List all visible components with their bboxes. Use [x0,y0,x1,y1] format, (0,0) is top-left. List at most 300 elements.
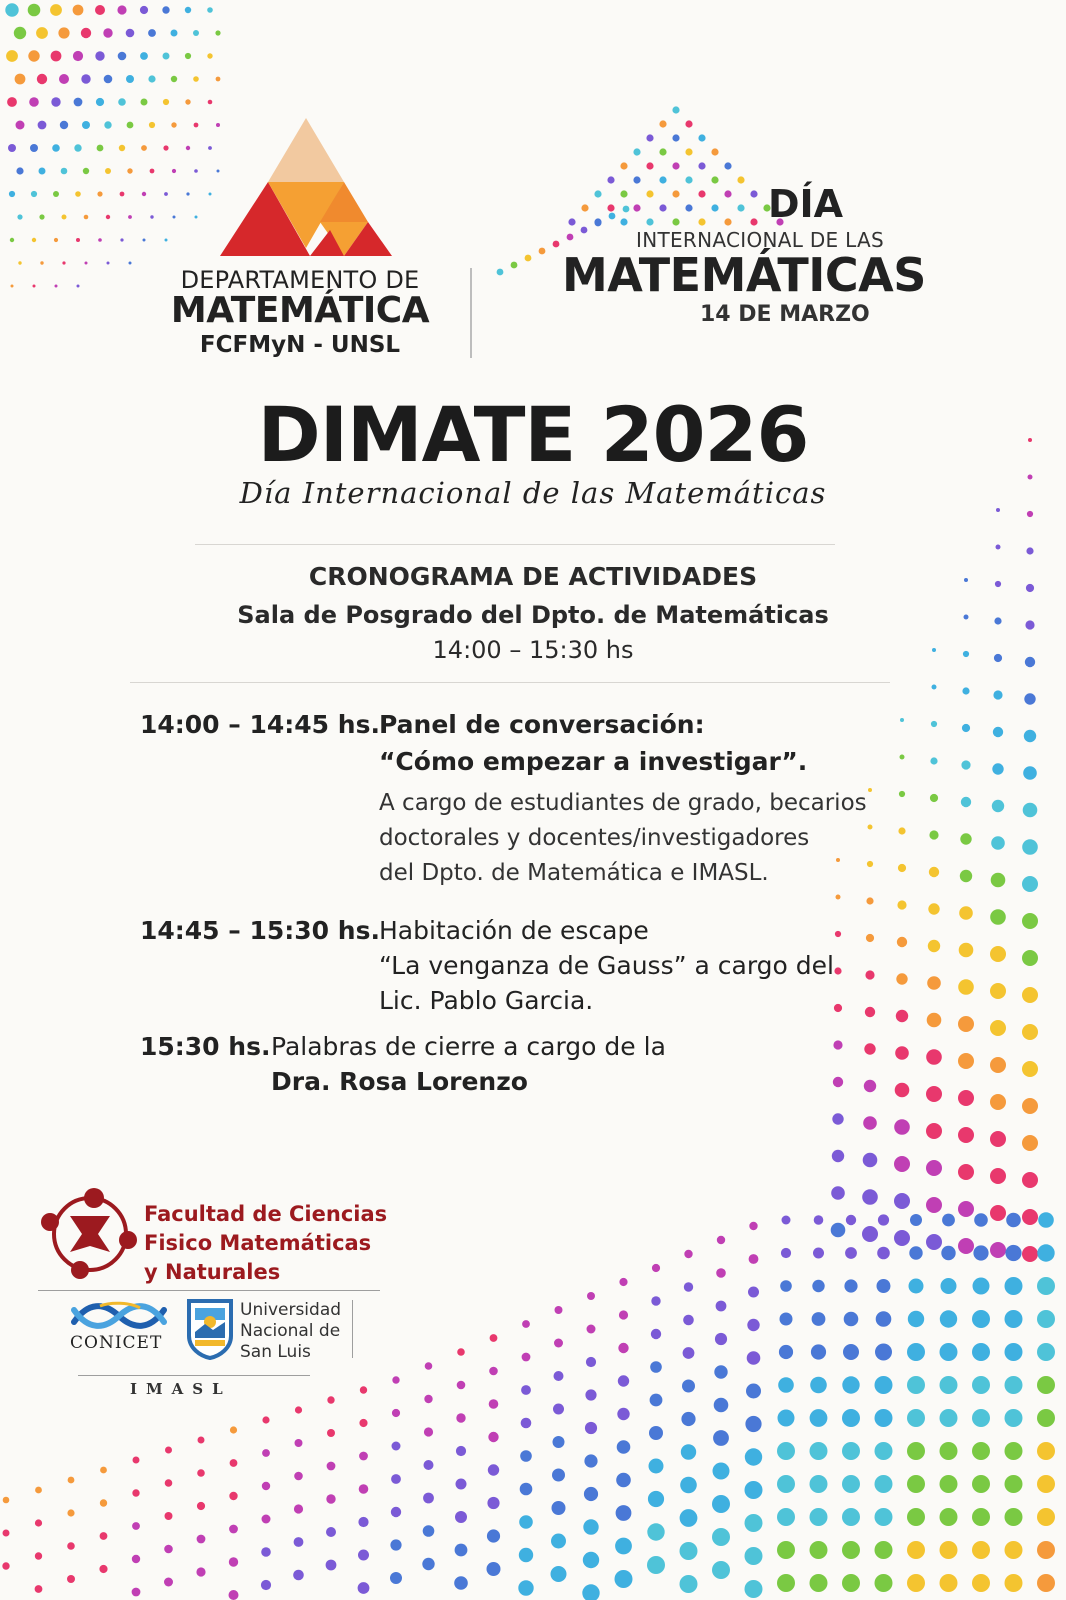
decor-dot [142,192,146,196]
decor-dot [326,1494,335,1503]
decor-dot [360,1386,367,1393]
decor-dot [455,1511,467,1523]
decor-dot [185,53,191,59]
decor-dot [423,1525,435,1537]
decor-dot [777,1508,795,1526]
logo-dot [497,269,504,276]
decor-dot [391,1474,401,1484]
logo-dot [633,176,640,183]
decor-dot [962,687,969,694]
decor-dot [390,1572,402,1584]
decor-dot [1037,1541,1055,1559]
decor-dot [456,1446,466,1456]
decor-dot [863,1153,878,1168]
logo-dot [698,162,705,169]
decor-dot [85,262,88,265]
decor-dot [554,1371,564,1381]
decor-dot [1022,950,1038,966]
decor-dot [864,1080,876,1092]
decor-dot [585,1389,596,1400]
decor-dot [680,1509,698,1527]
decor-dot [877,1279,891,1293]
decor-dot [958,1016,974,1032]
decor-dot [780,1280,792,1292]
decor-dot [98,238,102,242]
decor-dot [909,1246,922,1259]
decor-dot [862,1189,878,1205]
decor-dot [616,1505,632,1521]
decor-dot [392,1442,401,1451]
decor-dot [842,1574,860,1592]
decor-dot [867,861,873,867]
decor-dot [62,261,65,264]
day-logo-date: 14 DE MARZO [700,302,870,327]
decor-dot [875,1409,893,1427]
decor-dot [35,1487,42,1494]
decor-dot [74,98,83,107]
logo-dot [724,218,731,225]
decor-dot [1022,1061,1038,1077]
decor-dot [876,1311,892,1327]
decor-dot [990,1020,1006,1036]
decor-dot [358,1582,370,1594]
decor-dot [390,1539,401,1550]
decor-dot [926,1234,942,1250]
decor-dot [262,1482,270,1490]
decor-dot [618,1343,628,1353]
decor-dot [1037,1409,1055,1427]
decor-dot [39,168,46,175]
decor-dot [909,1279,924,1294]
unsl-name-line3: San Luis [240,1342,311,1362]
decor-dot [831,1223,846,1238]
decor-dot [519,1515,533,1529]
decor-dot [1024,693,1035,704]
decor-dot [197,1535,206,1544]
decor-dot [487,1529,500,1542]
decor-dot [15,74,26,85]
decor-dot [926,1123,942,1139]
decor-dot [18,261,21,264]
decor-dot [910,1214,922,1226]
decor-dot [132,1555,140,1563]
decor-dot [104,121,111,128]
decor-dot [1037,1343,1055,1361]
decor-dot [59,74,69,84]
decor-dot [896,1010,908,1022]
decor-dot [717,1236,725,1244]
decor-dot [972,1343,990,1361]
decor-dot [37,74,47,84]
decor-dot [294,1504,303,1513]
decor-dot [294,1537,304,1547]
decor-dot [991,836,1005,850]
decor-dot [1022,1246,1038,1262]
decor-dot [930,757,937,764]
decor-dot [261,1580,271,1590]
decor-dot [649,1459,664,1474]
logo-dot [646,162,653,169]
decor-dot [455,1544,468,1557]
decor-dot [777,1574,795,1592]
decor-dot [745,1448,762,1465]
day-logo-dia: DÍA [768,182,844,226]
decor-dot [895,1046,909,1060]
decor-dot [141,145,147,151]
decor-dot [842,1442,860,1460]
decor-dot [584,1487,598,1501]
item-3-text: Palabras de cierre a cargo de la [271,1032,666,1061]
decor-dot [358,1550,369,1561]
decor-dot [171,30,178,37]
decor-dot [812,1312,826,1326]
decor-dot [1037,1475,1055,1493]
decor-dot [140,52,148,60]
decor-dot [842,1508,860,1526]
logo-dot [511,262,518,269]
decor-dot [907,1475,925,1493]
decor-dot [423,1493,434,1504]
decor-dot [990,1168,1006,1184]
decor-dot [118,52,127,61]
logo-dot [698,190,705,197]
decor-dot [831,1186,845,1200]
decor-dot [60,121,68,129]
decor-dot [1027,511,1033,517]
decor-dot [940,1574,958,1592]
decor-dot [95,51,104,60]
decor-dot [216,77,221,82]
decor-dot [1023,766,1037,780]
decor-dot [940,1541,958,1559]
decor-dot [552,1469,565,1482]
decor-dot [990,909,1006,925]
decor-dot [230,1459,238,1467]
decor-dot [958,1127,974,1143]
decor-dot [33,285,36,288]
decor-dot [834,1004,842,1012]
decor-dot [83,168,89,174]
decor-dot [7,97,17,107]
decor-dot [647,1556,665,1574]
decor-dot [132,1588,141,1597]
decor-dot [95,5,105,15]
decor-dot [846,1215,856,1225]
decor-dot [972,1475,990,1493]
decor-dot [193,30,199,36]
decor-dot [814,1215,824,1225]
decor-dot [832,1113,843,1124]
decor-dot [84,215,89,220]
decor-dot [185,99,190,104]
item-1-note-line2: doctorales y docentes/investigadores [379,825,810,851]
decor-dot [54,238,58,242]
decor-dot [962,724,970,732]
decor-dot [120,192,125,197]
decor-dot [617,1440,631,1454]
day-logo-matematicas: MATEMÁTICAS [562,248,926,302]
item-2-title-line2: “La venganza de Gauss” a cargo del [379,951,834,980]
decor-dot [107,262,110,265]
decor-dot [941,1278,957,1294]
decor-dot [899,791,905,797]
decor-dot [36,27,48,39]
dept-logo-line1: DEPARTAMENTO DE [180,266,420,294]
decor-dot [327,1462,336,1471]
logo-dot [525,255,532,262]
decor-dot [810,1475,828,1493]
unsl-shield-icon [186,1298,234,1360]
decor-dot [1022,839,1038,855]
decor-dot [103,28,112,37]
decor-dot [972,1442,990,1460]
decor-dot [359,1484,369,1494]
decor-dot [992,800,1004,812]
dept-logo-line2: MATEMÁTICA [170,290,430,331]
decor-dot [193,76,199,82]
facultad-name-line2: Fisico Matemáticas [144,1231,372,1255]
decor-dot [487,1497,499,1509]
decor-dot [1037,1376,1055,1394]
decor-dot [958,1164,974,1180]
logo-dot [737,204,744,211]
department-logo [160,118,440,358]
logo-dot [685,204,692,211]
decor-dot [76,238,80,242]
decor-dot [17,214,22,219]
decor-dot [898,864,906,872]
logo-dot [620,190,627,197]
decor-dot [843,1344,859,1360]
decor-dot [424,1460,434,1470]
decor-dot [229,1590,239,1600]
decor-dot [215,30,220,35]
decor-dot [894,1156,910,1172]
unsl-rule [352,1300,353,1358]
decor-dot [163,53,170,60]
decor-dot [149,122,155,128]
decor-dot [810,1409,828,1427]
decor-dot [990,1205,1006,1221]
decor-dot [907,1442,925,1460]
decor-dot [834,967,841,974]
item-2-time: 14:45 – 15:30 hs. [140,916,380,945]
decor-dot [777,1475,795,1493]
decor-dot [584,1454,597,1467]
decor-dot [117,5,126,14]
decor-dot [714,1398,729,1413]
decor-dot [683,1347,695,1359]
item-1-title-line1: Panel de conversación: [379,710,705,739]
decor-dot [40,261,43,264]
decor-dot [38,121,47,130]
decor-dot [615,1570,633,1588]
decor-dot [960,833,971,844]
decor-dot [150,169,155,174]
decor-dot [14,27,26,39]
decor-dot [489,1367,498,1376]
decor-dot [896,973,907,984]
logo-dot [672,162,679,169]
decor-dot [424,1395,432,1403]
logo-dot [685,176,692,183]
decor-dot [106,215,110,219]
decor-dot [972,1574,990,1592]
logo-dot [685,148,692,155]
item-3-bold: Dra. Rosa Lorenzo [271,1067,528,1096]
page-subtitle: Día Internacional de las Matemáticas [239,476,827,510]
item-1-note-line3: del Dpto. de Matemática e IMASL. [379,860,769,886]
decor-dot [132,1489,139,1496]
decor-dot [425,1362,433,1370]
decor-dot [897,900,906,909]
decor-dot [586,1357,596,1367]
decor-dot [777,1541,795,1559]
decor-dot [813,1248,824,1259]
decor-dot [961,760,970,769]
decor-dot [521,1385,531,1395]
decor-dot [996,545,1001,550]
decor-dot [261,1547,271,1557]
decor-dot [932,685,937,690]
decor-dot [1022,1172,1038,1188]
decor-dot [294,1472,303,1481]
logo-dot [594,190,601,197]
decor-dot [836,858,840,862]
decor-dot [52,144,60,152]
decor-dot [927,1013,942,1028]
decor-dot [1037,1508,1055,1526]
decor-dot [196,1567,205,1576]
decor-dot [10,238,14,242]
imasl-label: IMASL [130,1380,232,1398]
decor-dot [127,168,132,173]
logo-dot [659,148,666,155]
decor-dot [551,1566,567,1582]
decor-dot [865,1007,875,1017]
unsl-name-line2: Nacional de [240,1321,341,1341]
decor-dot [133,1457,140,1464]
decor-dot [1006,1213,1021,1228]
decor-dot [868,825,873,830]
decor-dot [208,100,213,105]
decor-dot [777,1442,795,1460]
decor-dot [875,1541,893,1559]
decor-dot [1005,1245,1021,1261]
decor-dot [262,1416,269,1423]
decor-dot [993,727,1003,737]
decor-dot [778,1410,795,1427]
decor-dot [908,1311,924,1327]
logo-dot [568,218,575,225]
decor-dot [96,98,104,106]
decor-dot [895,1083,910,1098]
decor-dot [55,285,58,288]
decor-dot [833,1040,842,1049]
decor-dot [229,1525,238,1534]
logo-dot [609,213,616,220]
decor-dot [359,1452,368,1461]
decor-dot [972,1409,990,1427]
decor-dot [129,262,132,265]
decor-dot [907,1409,925,1427]
decor-dot [28,4,41,17]
decor-dot [684,1282,693,1291]
decor-dot [162,6,169,13]
decor-dot [715,1333,727,1345]
decor-dot [358,1517,368,1527]
decor-dot [941,1246,955,1260]
decor-dot [454,1576,468,1590]
decor-dot [583,1552,599,1568]
decor-dot [747,1319,759,1331]
decor-dot [293,1570,304,1581]
decor-dot [894,1119,910,1135]
decor-dot [81,28,91,38]
decor-dot [32,238,36,242]
decor-dot [958,1053,974,1069]
decor-dot [958,1090,974,1106]
decor-dot [61,168,68,175]
decor-dot [680,1575,698,1593]
decor-dot [990,1131,1006,1147]
logo-dot [607,204,614,211]
decor-dot [554,1339,563,1348]
decor-dot [327,1396,334,1403]
decor-dot [100,1467,107,1474]
decor-dot [647,1523,664,1540]
decor-dot [972,1508,990,1526]
decor-dot [67,1542,75,1550]
decor-dot [327,1429,335,1437]
decor-dot [878,1214,889,1225]
decor-dot [868,788,872,792]
decor-dot [875,1508,893,1526]
decor-dot [615,1538,632,1555]
decor-dot [1022,1209,1038,1225]
decor-dot [940,1508,958,1526]
decor-dot [552,1501,566,1515]
decor-dot [1022,987,1038,1003]
decor-dot [712,1495,730,1513]
decor-dot [118,98,126,106]
decor-dot [422,1558,434,1570]
day-logo-internacional: INTERNACIONAL DE LAS [636,228,885,252]
decor-dot [845,1247,857,1259]
decor-dot [991,873,1006,888]
decor-dot [990,1242,1006,1258]
facultad-name [144,1200,387,1287]
logo-dot [737,176,744,183]
decor-dot [990,1094,1006,1110]
decor-dot [940,1376,958,1394]
decor-dot [1037,1442,1055,1460]
decor-dot [62,215,67,220]
decor-dot [746,1384,761,1399]
decor-dot [812,1280,824,1292]
decor-dot [53,191,59,197]
decor-dot [553,1404,564,1415]
decor-dot [974,1213,988,1227]
logo-dot [672,190,679,197]
decor-dot [745,1547,763,1565]
logo-dot [581,227,588,234]
decor-dot [681,1412,695,1426]
decor-dot [781,1248,791,1258]
decor-dot [120,238,123,241]
decor-dot [148,75,155,82]
decor-dot [28,50,39,61]
